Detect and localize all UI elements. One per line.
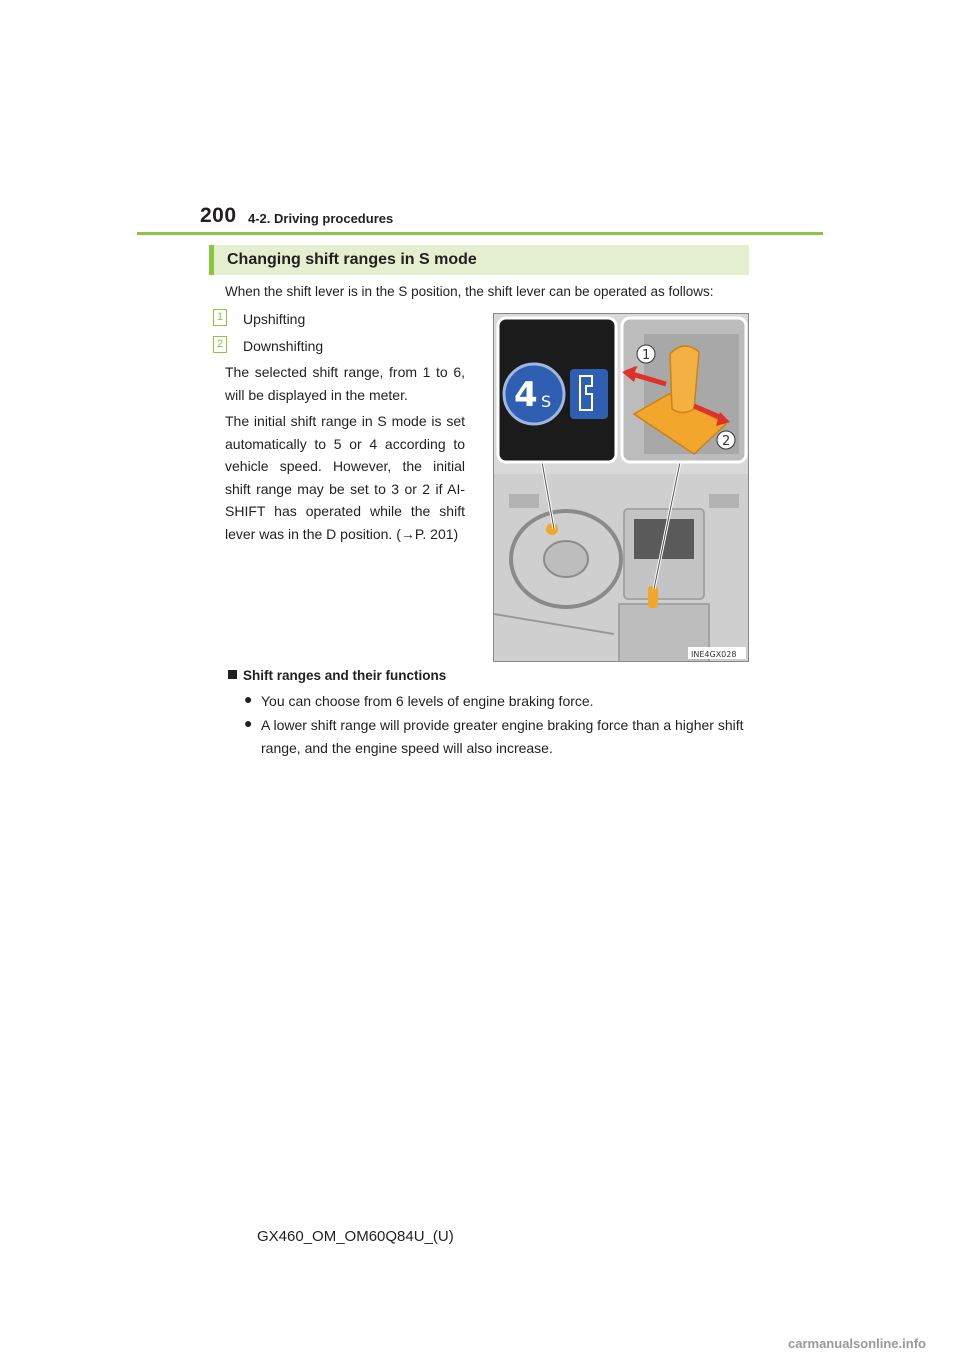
page-title: Changing shift ranges in S mode [227, 251, 477, 268]
callout-1: 1 [642, 348, 651, 363]
shift-lever-figure [493, 313, 749, 662]
callout-2: 2 [722, 434, 731, 449]
bullet-item: A lower shift range will provide greater engine braking force than a higher shift range, and the engine speed will also increase. [261, 717, 744, 756]
bullet-dot-icon: ● [244, 691, 253, 707]
step-badge-2: 2 [213, 336, 227, 353]
functions-heading-text: Shift ranges and their functions [243, 668, 447, 683]
figure-illustration [494, 314, 749, 662]
figure-code: INE4GX028 [691, 650, 737, 659]
square-bullet-icon [228, 670, 237, 679]
intro-text: When the shift lever is in the S position, the shift lever can be operated as follows: [225, 284, 714, 299]
footer-doc-code: GX460_OM_OM60Q84U_(U) [257, 1228, 454, 1245]
bullet-item: You can choose from 6 levels of engine braking force. [261, 693, 594, 709]
gear-mode: S [541, 392, 552, 411]
step-label-upshifting: Upshifting [243, 311, 306, 327]
header-rule [137, 232, 823, 235]
watermark: carmanualsonline.info [788, 1336, 926, 1351]
paragraph-initial-range: The initial shift range in S mode is set automatically to 5 or 4 according to vehicle speed. However, the initial shift range may be set to 3 or 2 if AI-SHIFT has operated while the shift lever was in the D position. (→P. 201) [225, 413, 465, 542]
functions-heading [228, 668, 446, 683]
bullet-dot-icon: ● [244, 715, 253, 731]
paragraph-shift-display: The selected shift range, from 1 to 6, will be displayed in the meter. [225, 364, 465, 403]
step-badge-1: 1 [213, 309, 227, 326]
title-bar [209, 245, 749, 275]
gear-number: 4 [514, 375, 538, 415]
section-title: 4-2. Driving procedures [248, 211, 394, 226]
page-number: 200 [200, 204, 237, 227]
step-label-downshifting: Downshifting [243, 338, 324, 354]
